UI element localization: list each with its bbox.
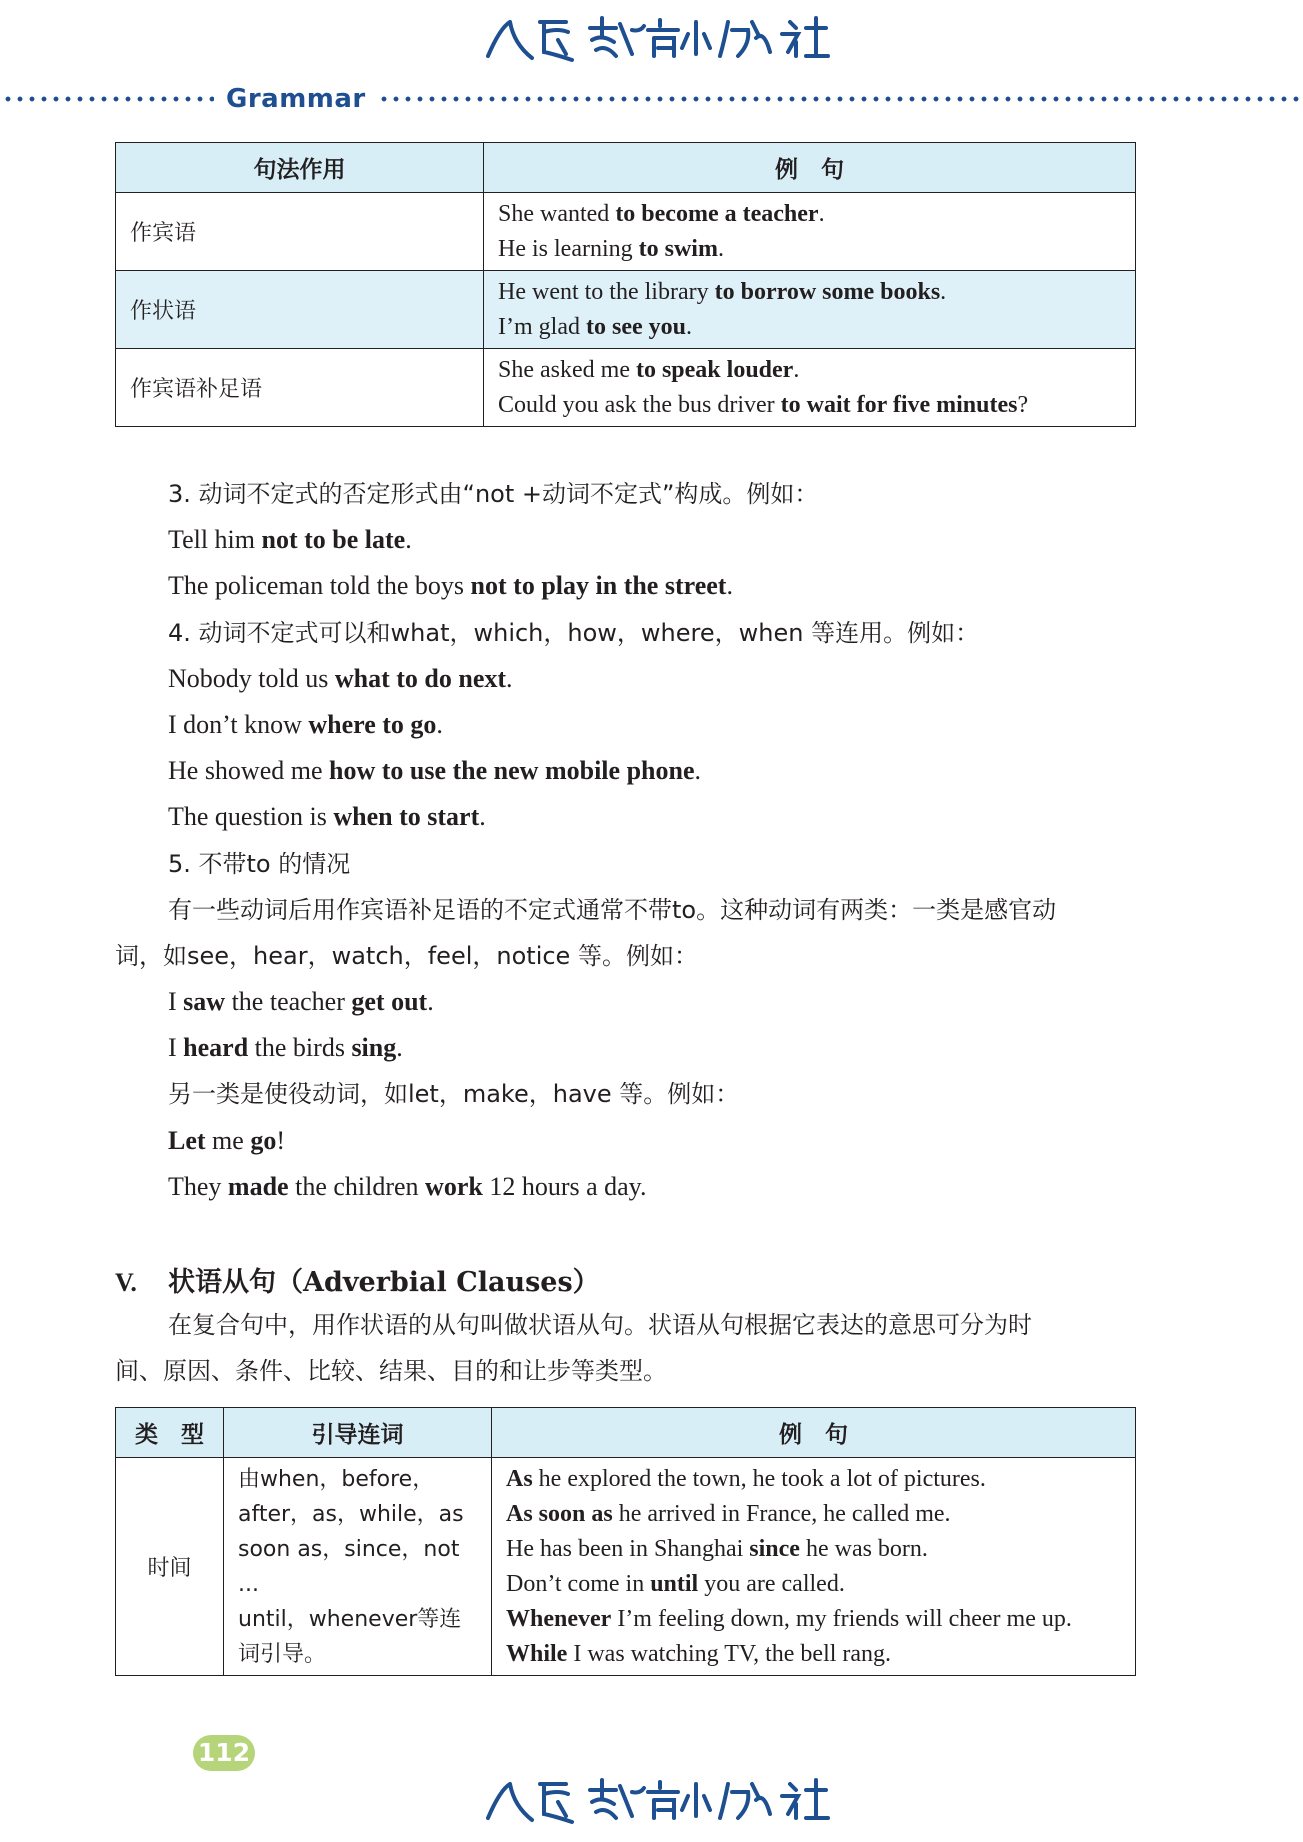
text-run: . [396, 1033, 403, 1063]
table-header: 句法作用 [116, 143, 484, 193]
section-title: Grammar [226, 84, 366, 114]
bold-phrase: to see you [585, 313, 686, 340]
text-run: . [685, 313, 692, 340]
example-sentence [498, 232, 1121, 267]
text-run: He showed me [168, 756, 330, 786]
example-sentence [498, 353, 1121, 388]
explanation-line [115, 610, 1135, 656]
text-run: the birds [248, 1033, 352, 1063]
example-sentence [498, 275, 1121, 310]
page-number: 112 [193, 1735, 255, 1771]
conjunction-line: 词引导。 [238, 1641, 327, 1667]
text-run: I [168, 987, 184, 1017]
table-row [116, 193, 1136, 271]
explanation-line [115, 933, 1135, 979]
example-cell [484, 193, 1136, 271]
example-sentence [115, 517, 1135, 563]
conjunction-line: after，as，while，as [238, 1501, 464, 1527]
conjunction-line: soon as，since，not ... [238, 1536, 460, 1597]
publisher-logo-footer [470, 1770, 850, 1832]
bold-phrase: While [506, 1640, 568, 1667]
text-run: 5. 不带to 的情况 [168, 849, 351, 878]
text-run: you are called. [698, 1570, 845, 1597]
example-sentence [115, 1118, 1135, 1164]
infinitive-function-table [115, 142, 1136, 427]
example-cell [484, 271, 1136, 349]
text-run: ? [1017, 391, 1029, 418]
conjunction-line: 由when，before， [238, 1466, 435, 1492]
text-run: he arrived in France, he called me. [612, 1500, 951, 1527]
bold-phrase: As soon as [506, 1500, 613, 1527]
bold-phrase: since [749, 1535, 800, 1562]
example-sentence [506, 1497, 1121, 1532]
bold-phrase: until [650, 1570, 699, 1597]
section-header-bar [0, 82, 1303, 116]
text-run: he was born. [799, 1535, 928, 1562]
dotted-rule-right [378, 96, 1303, 102]
grammar-body-text [115, 471, 1135, 1210]
example-sentence [115, 1164, 1135, 1210]
text-run: Tell him [168, 525, 262, 555]
example-sentence [115, 563, 1135, 609]
intro-line: 在复合句中，用作状语的从句叫做状语从句。状语从句根据它表达的意思可分为时 [168, 1311, 1032, 1339]
text-run: She asked me [498, 356, 636, 383]
table-header: 类 型 [116, 1408, 224, 1458]
text-run: 3. 动词不定式的否定形式由“not +动词不定式”构成。例如： [168, 480, 819, 508]
text-run: . [940, 278, 947, 305]
text-run: I’m feeling down, my friends will cheer me up. [611, 1605, 1072, 1632]
bold-phrase: to wait for five minutes [780, 391, 1018, 418]
example-sentence [115, 702, 1135, 748]
text-run: Could you ask the bus driver [498, 391, 781, 418]
bold-phrase: go [250, 1125, 277, 1155]
text-run: he explored the town, he took a lot of pictures. [532, 1465, 986, 1492]
conjunction-line: until，whenever等连 [238, 1606, 462, 1632]
bold-phrase: to become a teacher [615, 200, 819, 227]
text-run: . [427, 987, 434, 1017]
text-run: . [405, 525, 412, 555]
intro-line: 间、原因、条件、比较、结果、目的和让步等类型。 [115, 1357, 667, 1385]
bold-phrase: to swim [638, 235, 718, 262]
explanation-line [115, 1071, 1135, 1117]
table-row [116, 349, 1136, 427]
text-run: The policeman told the boys [168, 571, 471, 601]
text-run: the children [288, 1171, 426, 1201]
text-run: He went to the library [498, 278, 715, 305]
syntactic-role: 作状语 [116, 271, 484, 349]
explanation-line [115, 887, 1135, 933]
bold-phrase: not to be late [261, 525, 406, 555]
bold-phrase: As [506, 1465, 533, 1492]
bold-phrase: where to go [308, 709, 437, 739]
example-sentence [115, 1025, 1135, 1071]
text-run: Don’t come in [506, 1570, 651, 1597]
dotted-rule-left [2, 96, 214, 102]
example-sentence [506, 1532, 1121, 1567]
bold-phrase: what to do next [334, 663, 507, 693]
bold-phrase: sing [351, 1033, 397, 1063]
text-run: They [168, 1171, 228, 1201]
text-run: I was watching TV, the bell rang. [567, 1640, 892, 1667]
text-run: I’m glad [498, 313, 586, 340]
example-sentence [498, 310, 1121, 345]
bold-phrase: how to use the new mobile phone [329, 756, 695, 786]
text-run: . [479, 802, 486, 832]
text-run: the teacher [225, 987, 352, 1017]
adverbial-clause-table [115, 1407, 1136, 1676]
text-run: ! [276, 1125, 285, 1155]
text-run: She wanted [498, 200, 616, 227]
example-sentence [115, 979, 1135, 1025]
bold-phrase: to speak louder [635, 356, 794, 383]
section-intro [115, 1302, 1135, 1394]
bold-phrase: not to play in the street [470, 571, 727, 601]
text-run: . [506, 663, 513, 693]
syntactic-role: 作宾语补足语 [116, 349, 484, 427]
text-run: . [818, 200, 825, 227]
table-header: 引导连词 [224, 1408, 492, 1458]
bold-phrase: heard [183, 1033, 249, 1063]
explanation-line [115, 471, 1135, 517]
bold-phrase: to borrow some books [714, 278, 941, 305]
text-run: 词，如see，hear，watch，feel，notice 等。例如： [115, 941, 698, 970]
example-sentence [506, 1602, 1121, 1637]
text-run: me [205, 1125, 251, 1155]
example-sentence [498, 388, 1121, 423]
clause-type: 时间 [116, 1458, 224, 1676]
bold-phrase: when to start [333, 802, 480, 832]
section-number: V. [115, 1268, 137, 1297]
conjunction-list [224, 1458, 492, 1676]
bold-phrase: saw [183, 987, 226, 1017]
example-sentence [506, 1462, 1121, 1497]
table-row [116, 271, 1136, 349]
example-cell [484, 349, 1136, 427]
text-run: 12 hours a day. [482, 1171, 647, 1201]
publisher-logo-header [470, 8, 850, 70]
example-sentence [498, 197, 1121, 232]
bold-phrase: get out [351, 987, 428, 1017]
table-header: 例 句 [484, 143, 1136, 193]
text-run: . [726, 571, 733, 601]
bold-phrase: work [425, 1171, 483, 1201]
text-run: . [793, 356, 800, 383]
bold-phrase: Let [168, 1125, 206, 1155]
text-run: I don’t know [168, 709, 309, 739]
text-run: I [168, 1033, 184, 1063]
text-run: 有一些动词后用作宾语补足语的不定式通常不带to。这种动词有两类：一类是感官动 [168, 895, 1057, 924]
syntactic-role: 作宾语 [116, 193, 484, 271]
text-run: . [694, 756, 701, 786]
text-run: The question is [168, 802, 334, 832]
section-title-text: 状语从句（Adverbial Clauses） [168, 1267, 600, 1298]
text-run: He has been in Shanghai [506, 1535, 750, 1562]
bold-phrase: made [227, 1171, 289, 1201]
text-run: Nobody told us [168, 663, 335, 693]
text-run: . [717, 235, 724, 262]
example-sentence [115, 656, 1135, 702]
text-run: He is learning [498, 235, 639, 262]
section-heading [115, 1260, 600, 1299]
text-run: 另一类是使役动词，如let，make，have 等。例如： [168, 1080, 740, 1109]
text-run: . [436, 709, 443, 739]
example-sentence [115, 748, 1135, 794]
example-sentence [115, 794, 1135, 840]
bold-phrase: Whenever [506, 1605, 612, 1632]
explanation-line [115, 841, 1135, 887]
example-sentence [506, 1567, 1121, 1602]
example-sentences [492, 1458, 1136, 1676]
example-sentence [506, 1637, 1121, 1672]
text-run: 4. 动词不定式可以和what，which，how，where，when 等连用。例如： [168, 618, 980, 647]
table-header: 例 句 [492, 1408, 1136, 1458]
